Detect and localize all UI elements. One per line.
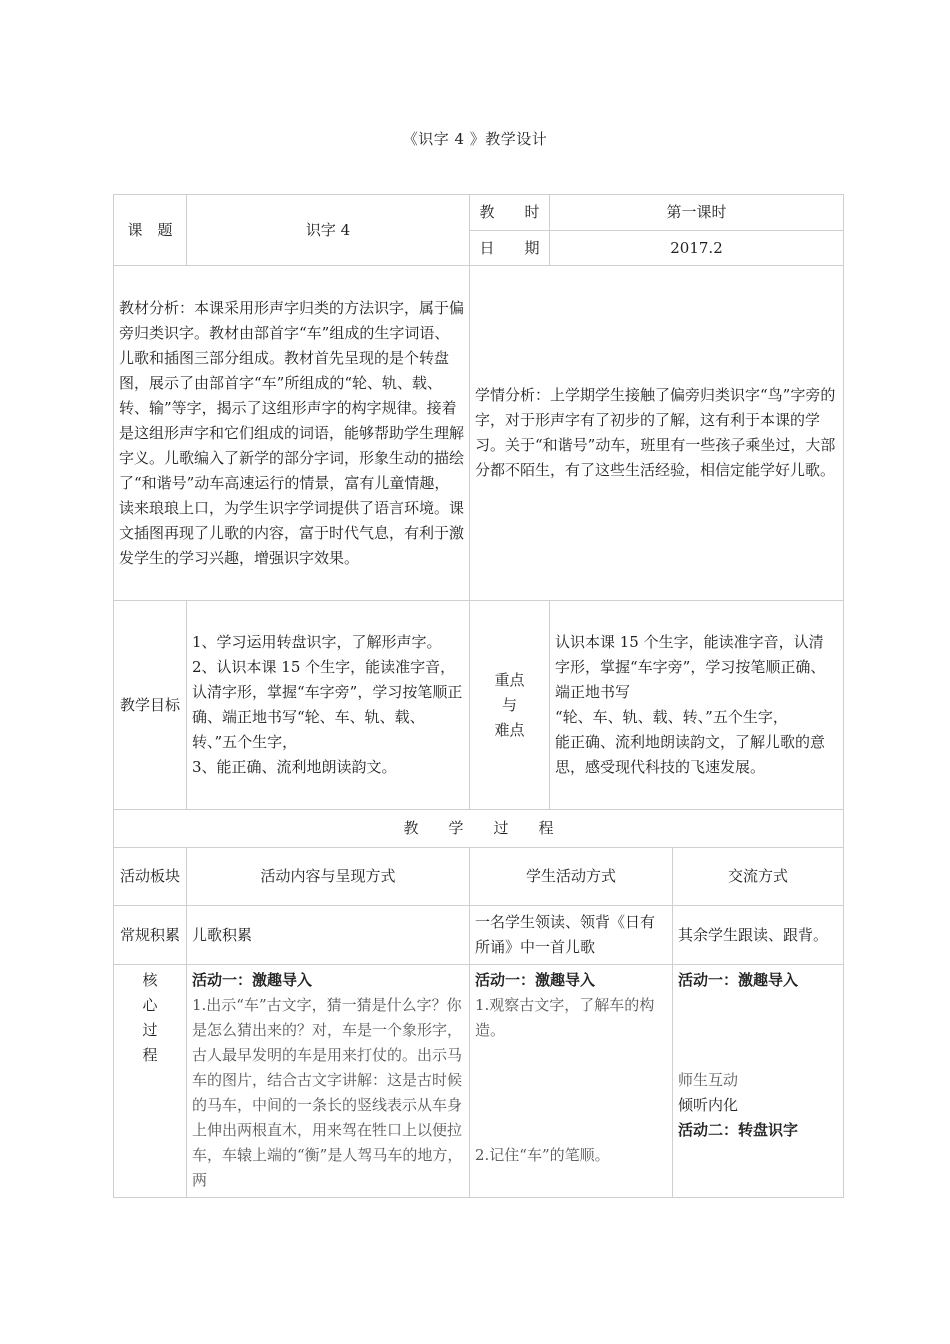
key-difficulty-content <box>550 601 844 810</box>
activity-title: 活动二：转盘识字 <box>678 1121 799 1139</box>
activity-title: 活动一：激趣导入 <box>678 971 799 989</box>
row1-content: 儿歌积累 <box>187 906 470 965</box>
process-heading-row <box>114 810 844 848</box>
activity-text: 1.出示“车”古文字，猜一猜是什么字？你是怎么猜出来的？对，车是一个象形字，古人最早发明的车是用来打仗的。出示马车的图片，结合古文字讲解：这是古时候的马车，中间的一条长的竖线表示从车身上伸出两根直木，用来驾在牲口上以便拉车，车辕上端的“衡”是人驾马车的地方，两 <box>192 996 463 1189</box>
activity-text: 2.记住“车”的笔顺。 <box>475 1146 610 1164</box>
process-heading: 教 学 过 程 <box>114 810 844 848</box>
page-title: 《识字 4 》教学设计 <box>402 130 548 148</box>
key-difficulty-label: 重点 与 难点 <box>470 601 550 810</box>
col-exchange: 交流方式 <box>673 848 844 906</box>
goals-list <box>187 601 470 810</box>
goal-item: 1、学习运用转盘识字，了解形声字。 <box>192 633 442 651</box>
key-item: “轮、车、轨、载、转、”五个生字， <box>555 708 788 726</box>
goals-row <box>114 601 844 810</box>
header-row-1 <box>114 195 844 231</box>
analysis-row <box>114 266 844 601</box>
col-content: 活动内容与呈现方式 <box>187 848 470 906</box>
col-student: 学生活动方式 <box>470 848 673 906</box>
topic-value: 识字 4 <box>187 195 470 266</box>
goal-item: 2、认识本课 15 个生字，能读准字音，认清字形，掌握“车字旁”，学习按笔顺正确、端正地书写“轮、车、轨、载、转、”五个生字， <box>192 658 463 751</box>
period-label: 教 时 <box>470 195 550 231</box>
row2-exchange <box>673 965 844 1198</box>
col-block: 活动板块 <box>114 848 187 906</box>
activity-text: 倾听内化 <box>678 1096 739 1114</box>
row2-block: 核 心 过 程 <box>114 965 187 1198</box>
textbook-analysis: 教材分析：本课采用形声字归类的方法识字，属于偏旁归类识字。教材由部首字“车”组成的生字词语、儿歌和插图三部分组成。教材首先呈现的是个转盘图，展示了由部首字“车”所组成的“轮、轨、载、转、输”等字，揭示了这组形声字的构字规律。接着是这组形声字和它们组成的词语，能够帮助学生理解字义。儿歌编入了新学的部分字词，形象生动的描绘了“和谐号”动车高速运行的情景，富有儿童情趣，读来琅琅上口，为学生识字学词提供了语言环境。课文插图再现了儿歌的内容，富于时代气息，有利于激发学生的学习兴趣，增强识字效果。 <box>114 266 470 601</box>
table-row <box>114 965 844 1198</box>
lesson-plan-table <box>113 194 844 1198</box>
row1-student: 一名学生领读、领背《日有所诵》中一首儿歌 <box>470 906 673 965</box>
key-item: 认识本课 15 个生字，能读准字音，认清字形，掌握“车字旁”，学习按笔顺正确、端正地书写 <box>555 633 826 701</box>
date-label: 日 期 <box>470 231 550 266</box>
activity-title: 活动一：激趣导入 <box>192 971 313 989</box>
period-value: 第一课时 <box>550 195 844 231</box>
row2-student <box>470 965 673 1198</box>
goals-label: 教学目标 <box>114 601 187 810</box>
date-value: 2017.2 <box>550 231 844 266</box>
table-row <box>114 906 844 965</box>
topic-label: 课 题 <box>114 195 187 266</box>
row2-content <box>187 965 470 1198</box>
activity-text: 师生互动 <box>678 1071 739 1089</box>
row1-exchange: 其余学生跟读、跟背。 <box>673 906 844 965</box>
activity-text: 1.观察古文字，了解车的构造。 <box>475 996 655 1039</box>
row1-block: 常规积累 <box>114 906 187 965</box>
student-analysis: 学情分析：上学期学生接触了偏旁归类识字“鸟”字旁的字，对于形声字有了初步的了解，这有利于本课的学习。关于“和谐号”动车，班里有一些孩子乘坐过，大部分都不陌生，有了这些生活经验，相信定能学好儿歌。 <box>470 266 844 601</box>
activity-title: 活动一：激趣导入 <box>475 971 596 989</box>
key-item: 能正确、流利地朗读韵文，了解儿歌的意思，感受现代科技的飞速发展。 <box>555 733 826 776</box>
goal-item: 3、能正确、流利地朗读韵文。 <box>192 758 397 776</box>
process-col-headers <box>114 848 844 906</box>
